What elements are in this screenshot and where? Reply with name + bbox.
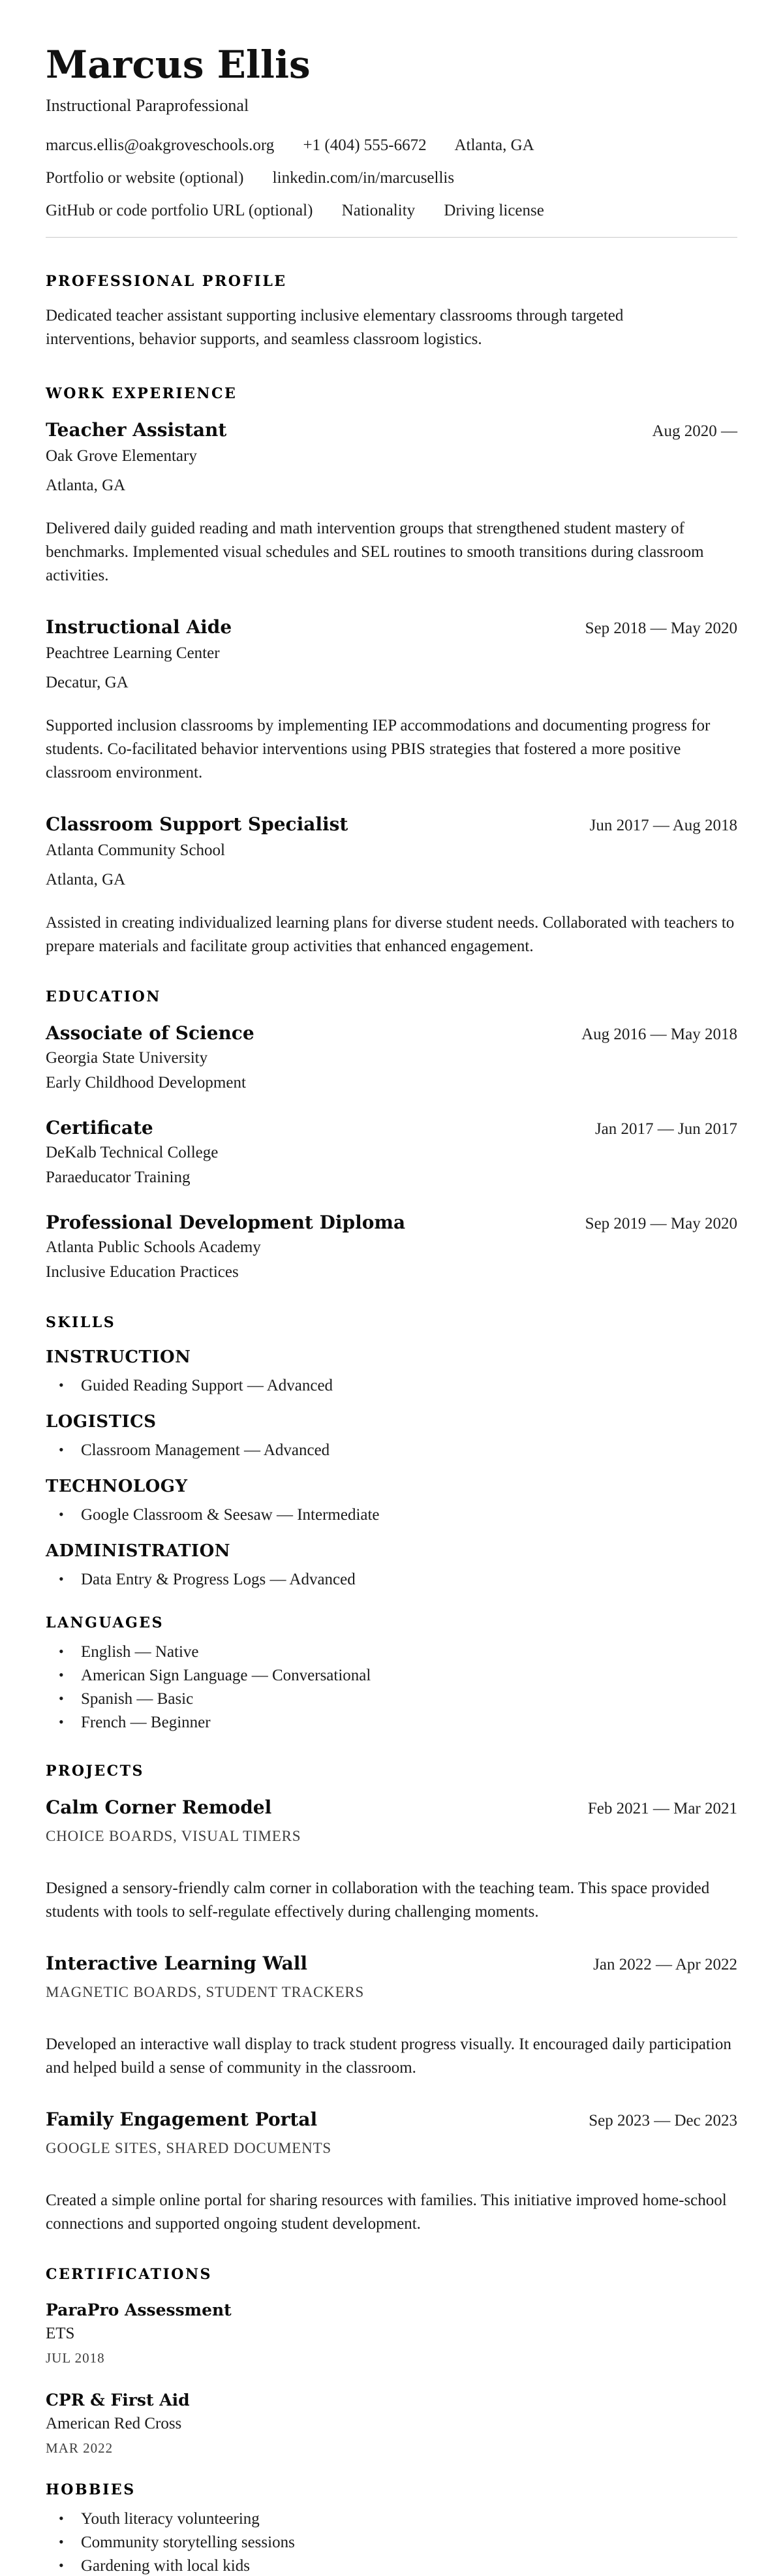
project-entry-description: Created a simple online portal for sharing resources with families. This initiative improved home-school connections and supported ongoing student development. — [46, 2191, 727, 2233]
contact-row-1 — [46, 135, 737, 156]
project-entry-technologies: MAGNETIC BOARDS, STUDENT TRACKERS — [46, 1983, 365, 2000]
skill-list — [46, 1375, 737, 1396]
education-entry-field: Early Childhood Development — [46, 1073, 246, 1092]
education-entry-field: Inclusive Education Practices — [46, 1263, 239, 1281]
work-entry — [46, 616, 737, 785]
education-entry-school: Atlanta Public Schools Academy — [46, 1238, 261, 1256]
skill-category — [46, 1411, 737, 1460]
work-entry-location: Atlanta, GA — [46, 476, 126, 494]
project-entry-title: Interactive Learning Wall — [46, 1952, 308, 1974]
contact-nationality: Nationality — [341, 201, 416, 219]
project-entry-technologies: GOOGLE SITES, SHARED DOCUMENTS — [46, 2139, 332, 2156]
skill-category — [46, 1347, 737, 1396]
skill-category — [46, 1541, 737, 1590]
work-entry-title: Classroom Support Specialist — [46, 813, 348, 835]
skill-list — [46, 1569, 737, 1590]
education-entry-degree: Associate of Science — [46, 1022, 254, 1044]
language-list — [46, 1642, 737, 1733]
section-certifications — [46, 2266, 737, 2457]
skill-category-name: ADMINISTRATION — [46, 1541, 230, 1561]
project-entry — [46, 1797, 737, 1924]
contact-email: marcus.ellis@oakgroveschools.org — [46, 136, 275, 154]
skill-category-name: TECHNOLOGY — [46, 1476, 188, 1496]
project-entry-dates: Jan 2022 — Apr 2022 — [593, 1955, 737, 1973]
contact-row-3 — [46, 200, 737, 221]
contact-portfolio: Portfolio or website (optional) — [46, 168, 244, 187]
skill-category-name: LOGISTICS — [46, 1411, 157, 1432]
work-heading: WORK EXPERIENCE — [46, 385, 238, 402]
skills-heading: SKILLS — [46, 1313, 116, 1331]
education-entry-field: Paraeducator Training — [46, 1168, 191, 1186]
contact-driving-license: Driving license — [444, 201, 544, 219]
resume-header — [46, 43, 737, 238]
education-entry-dates: Jan 2017 — Jun 2017 — [594, 1120, 737, 1138]
education-entry — [46, 1117, 737, 1188]
certifications-heading: CERTIFICATIONS — [46, 2265, 212, 2283]
certification-issuer: ETS — [46, 2324, 75, 2342]
contact-phone: +1 (404) 555-6672 — [303, 136, 427, 154]
section-education — [46, 988, 737, 1283]
contact-linkedin: linkedin.com/in/marcusellis — [272, 168, 455, 187]
job-title: Instructional Paraprofessional — [46, 95, 249, 115]
education-entry-school: Georgia State University — [46, 1048, 208, 1067]
work-entry-description: Delivered daily guided reading and math intervention groups that strengthened student mastery of benchmarks. Implemented visual schedules and SEL routines to smooth transitions during classroom activities. — [46, 519, 704, 584]
work-entry-dates: Aug 2020 — — [652, 422, 737, 440]
work-entry-company: Oak Grove Elementary — [46, 447, 197, 465]
project-entry — [46, 1953, 737, 2080]
section-profile — [46, 273, 737, 351]
certification-issuer: American Red Cross — [46, 2414, 182, 2432]
skill-category — [46, 1476, 737, 1525]
hobby-list — [46, 2509, 737, 2576]
certification-entry — [46, 2300, 737, 2366]
header-divider — [46, 237, 737, 238]
work-entry-company: Peachtree Learning Center — [46, 644, 220, 662]
contact-github: GitHub or code portfolio URL (optional) — [46, 201, 313, 219]
work-entry-location: Atlanta, GA — [46, 870, 126, 888]
language-item: • Spanish — Basic — [46, 1689, 737, 1709]
education-entry-head — [46, 1117, 737, 1140]
hobby-item: • Community storytelling sessions — [46, 2532, 737, 2552]
project-entry-dates: Feb 2021 — Mar 2021 — [587, 1799, 737, 1817]
person-name: Marcus Ellis — [46, 42, 311, 87]
language-item: • English — Native — [46, 1642, 737, 1662]
work-entry-dates: Sep 2018 — May 2020 — [585, 619, 737, 637]
contact-row-2 — [46, 168, 737, 189]
certification-date: MAR 2022 — [46, 2440, 114, 2456]
certification-entry — [46, 2390, 737, 2457]
language-item: • French — Beginner — [46, 1712, 737, 1733]
work-entry-title: Instructional Aide — [46, 616, 232, 638]
project-entry-title: Calm Corner Remodel — [46, 1796, 272, 1818]
work-entry-dates: Jun 2017 — Aug 2018 — [589, 816, 737, 834]
project-entry — [46, 2109, 737, 2236]
education-entry-head — [46, 1212, 737, 1234]
work-entry — [46, 419, 737, 588]
project-entry-head — [46, 1953, 737, 1975]
project-entry-head — [46, 2109, 737, 2131]
education-entry-dates: Sep 2019 — May 2020 — [585, 1214, 737, 1233]
skill-item: • Classroom Management — Advanced — [46, 1440, 737, 1460]
work-entry-description: Assisted in creating individualized learning plans for diverse student needs. Collaborated with teachers to prepare materials and facilitate group activities that enhanced engagement. — [46, 913, 735, 955]
skill-item: • Guided Reading Support — Advanced — [46, 1375, 737, 1396]
section-skills — [46, 1314, 737, 1590]
contact-location: Atlanta, GA — [454, 136, 534, 154]
work-entry — [46, 813, 737, 958]
project-entry-description: Developed an interactive wall display to track student progress visually. It encouraged daily participation and helped build a sense of community in the classroom. — [46, 2035, 731, 2077]
education-entry-school: DeKalb Technical College — [46, 1143, 219, 1161]
education-entry-degree: Professional Development Diploma — [46, 1211, 406, 1233]
education-entry — [46, 1212, 737, 1283]
certification-date: JUL 2018 — [46, 2349, 105, 2366]
skill-item: • Data Entry & Progress Logs — Advanced — [46, 1569, 737, 1590]
hobby-item: • Gardening with local kids — [46, 2556, 737, 2576]
skill-item: • Google Classroom & Seesaw — Intermediate — [46, 1505, 737, 1525]
projects-heading: PROJECTS — [46, 1762, 144, 1780]
profile-text: Dedicated teacher assistant supporting inclusive elementary classrooms through targeted interventions, behavior supports, and seamless classroom logistics. — [46, 306, 624, 348]
language-item: • American Sign Language — Conversational — [46, 1665, 737, 1686]
section-languages — [46, 1614, 737, 1733]
education-entry-head — [46, 1022, 737, 1045]
project-entry-title: Family Engagement Portal — [46, 2108, 318, 2130]
section-work — [46, 385, 737, 958]
work-entry-location: Decatur, GA — [46, 673, 129, 691]
skill-category-name: INSTRUCTION — [46, 1347, 191, 1367]
education-entry-degree: Certificate — [46, 1116, 153, 1139]
certification-title: CPR & First Aid — [46, 2390, 190, 2410]
skill-list — [46, 1440, 737, 1460]
work-entry-head — [46, 616, 737, 639]
certification-title: ParaPro Assessment — [46, 2300, 232, 2319]
work-entry-head — [46, 419, 737, 442]
education-entry — [46, 1022, 737, 1093]
languages-heading: LANGUAGES — [46, 1614, 164, 1631]
section-hobbies — [46, 2481, 737, 2576]
profile-heading: PROFESSIONAL PROFILE — [46, 272, 287, 290]
hobby-item: • Youth literacy volunteering — [46, 2509, 737, 2529]
project-entry-technologies: CHOICE BOARDS, VISUAL TIMERS — [46, 1827, 301, 1844]
work-entry-head — [46, 813, 737, 836]
work-entry-description: Supported inclusion classrooms by implementing IEP accommodations and documenting progress for students. Co-facilitated behavior interventions using PBIS strategies that fostered a more positive classroom environment. — [46, 716, 711, 781]
work-entry-title: Teacher Assistant — [46, 418, 227, 441]
project-entry-description: Designed a sensory-friendly calm corner in collaboration with the teaching team. This space provided students with tools to self-regulate effectively during challenging moments. — [46, 1879, 710, 1921]
education-entry-dates: Aug 2016 — May 2018 — [581, 1025, 737, 1043]
project-entry-dates: Sep 2023 — Dec 2023 — [589, 2111, 737, 2129]
education-heading: EDUCATION — [46, 988, 161, 1005]
project-entry-head — [46, 1797, 737, 1819]
skill-list — [46, 1505, 737, 1525]
section-projects — [46, 1763, 737, 2236]
hobbies-heading: HOBBIES — [46, 2481, 136, 2498]
work-entry-company: Atlanta Community School — [46, 841, 225, 859]
